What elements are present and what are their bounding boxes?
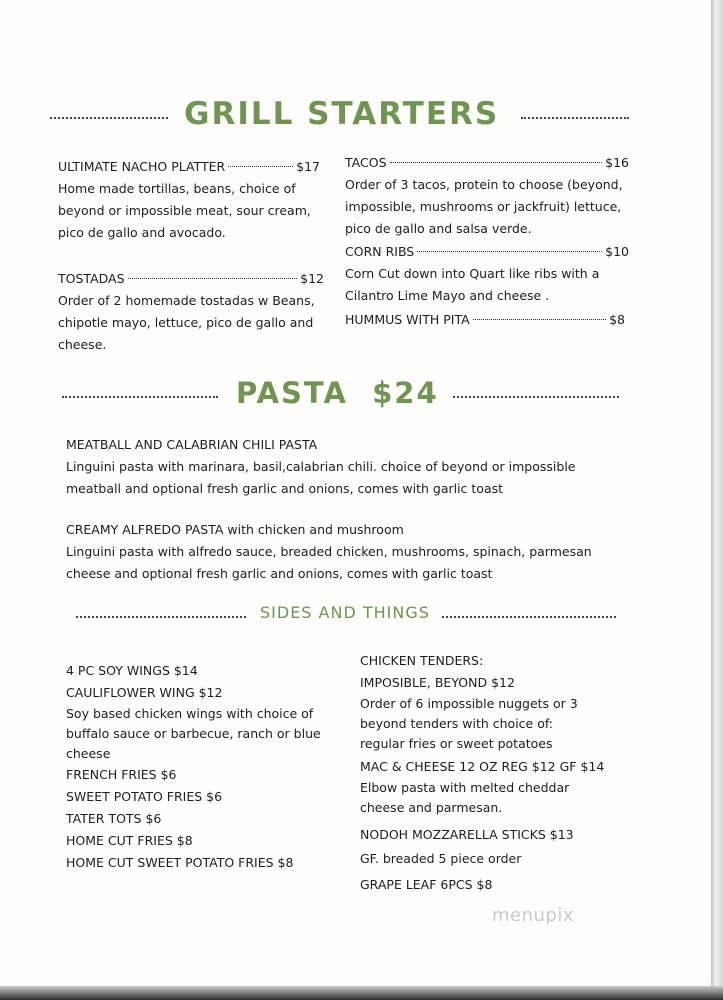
menu-item-grape-leaf: GRAPE LEAF 6PCS $8 [360, 877, 493, 892]
item-price: $12 [300, 271, 324, 286]
divider-dots [50, 117, 168, 119]
sides-right-column [360, 650, 650, 896]
item-name: HUMMUS WITH PITA [345, 312, 470, 327]
item-name: CREAMY ALFREDO PASTA [66, 522, 224, 537]
item-name: TACOS [345, 155, 387, 170]
price-leader [390, 162, 603, 163]
menu-item-chicken-tenders: CHICKEN TENDERS: [360, 653, 484, 668]
item-description: Order of 3 tacos, protein to choose (beyond, impossible, mushrooms or jackfruit) lettuce, pico de gallo and salsa verde. [345, 177, 623, 236]
watermark-logo: menupix [492, 905, 575, 926]
item-name: MEATBALL AND CALABRIAN CHILI PASTA [66, 437, 318, 452]
item-description: Corn Cut down into Quart like ribs with a Cilantro Lime Mayo and cheese . [345, 266, 600, 303]
menu-item-home-cut-fries: HOME CUT FRIES $8 [66, 833, 193, 848]
price-leader [473, 319, 606, 320]
divider-dots [62, 396, 218, 398]
divider-dots [76, 616, 246, 618]
item-description: GF. breaded 5 piece order [360, 851, 522, 866]
menu-item-alfredo-pasta [66, 519, 626, 585]
menu-item-tenders-options: IMPOSIBLE, BEYOND $12 [360, 675, 515, 690]
menu-item-tater-tots: TATER TOTS $6 [66, 811, 162, 826]
item-description: Order of 2 homemade tostadas w Beans, chipotle mayo, lettuce, pico de gallo and cheese. [58, 293, 315, 352]
grill-starters-title: GRILL STARTERS [184, 96, 500, 132]
item-description: Home made tortillas, beans, choice of beyond or impossible meat, sour cream, pico de gallo and avocado. [58, 181, 311, 240]
item-description-line1: Linguini pasta with marinara, basil,calabrian chili. choice of beyond or impossible [66, 459, 576, 474]
item-description: Soy based chicken wings with choice of buffalo sauce or barbecue, ranch or blue cheese [66, 706, 321, 761]
menu-item-tostadas [58, 268, 324, 356]
sides-left-column [66, 660, 338, 874]
menu-item-tacos [345, 152, 629, 240]
item-name: CORN RIBS [345, 244, 415, 259]
divider-dots [442, 616, 616, 618]
menu-item-french-fries: FRENCH FRIES $6 [66, 767, 177, 782]
item-price: $16 [605, 155, 629, 170]
menu-item-soy-wings: 4 PC SOY WINGS $14 [66, 663, 198, 678]
menu-item-meatball-pasta [66, 434, 626, 500]
divider-dots [521, 117, 629, 119]
page-bottom-shadow [0, 986, 723, 1000]
item-description-line1: Linguini pasta with alfredo sauce, breaded chicken, mushrooms, spinach, parmesan [66, 544, 592, 559]
item-description: Order of 6 impossible nuggets or 3 beyond tenders with choice of: regular fries or sweet potatoes [360, 696, 578, 751]
menu-item-mozzarella-sticks: NODOH MOZZARELLA STICKS $13 [360, 827, 574, 842]
menu-item-mac-and-cheese: MAC & CHEESE 12 OZ REG $12 GF $14 [360, 759, 605, 774]
divider-dots [453, 396, 619, 398]
item-name-suffix: with chicken and mushroom [223, 522, 404, 537]
item-price: $8 [609, 312, 625, 327]
grill-starters-heading [50, 96, 629, 132]
item-description-line2: meatball and optional fresh garlic and onions, comes with garlic toast [66, 481, 504, 496]
price-leader [128, 278, 298, 279]
item-name: TOSTADAS [58, 271, 125, 286]
menu-item-hummus [345, 309, 625, 331]
item-description: Elbow pasta with melted cheddar cheese and parmesan. [360, 780, 570, 815]
pasta-title: PASTA $24 [236, 376, 439, 410]
price-leader [228, 166, 293, 167]
page-edge-shadow [711, 0, 723, 1000]
price-leader [417, 251, 602, 252]
menu-item-sweet-potato-fries: SWEET POTATO FRIES $6 [66, 789, 223, 804]
pasta-heading [62, 376, 619, 410]
item-name: ULTIMATE NACHO PLATTER [58, 159, 226, 174]
item-description-line2: cheese and optional fresh garlic and onions, comes with garlic toast [66, 566, 493, 581]
menu-item-cauliflower-wing: CAULIFLOWER WING $12 [66, 685, 223, 700]
sides-heading [76, 603, 616, 622]
menu-item-home-cut-sweet-potato-fries: HOME CUT SWEET POTATO FRIES $8 [66, 855, 294, 870]
item-price: $17 [296, 159, 320, 174]
menu-item-corn-ribs [345, 241, 629, 307]
sides-title: SIDES AND THINGS [260, 603, 430, 622]
menu-item-nacho-platter [58, 156, 320, 244]
item-price: $10 [605, 244, 629, 259]
